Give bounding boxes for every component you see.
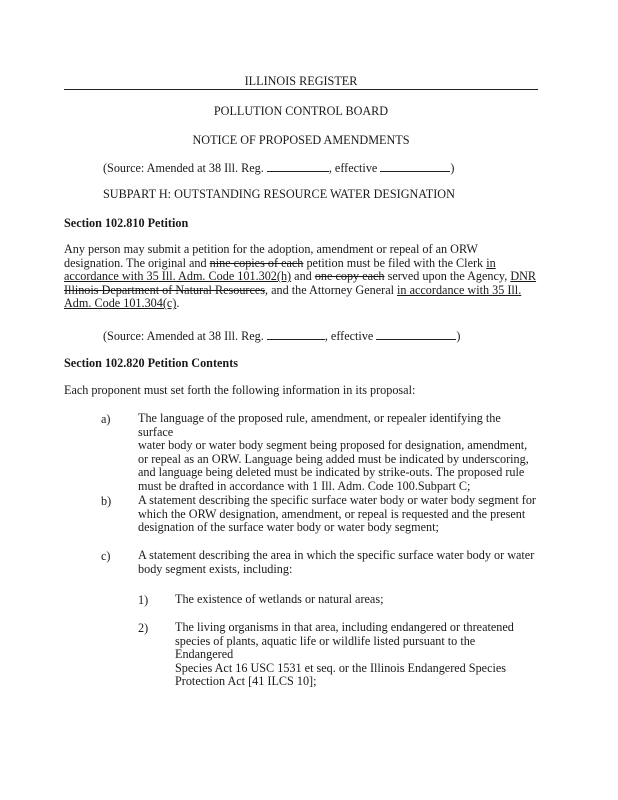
subitem-label: 2) (138, 621, 149, 635)
source-middle: , effective (328, 161, 378, 175)
notice-title: NOTICE OF PROPOSED AMENDMENTS (192, 133, 410, 147)
inserted-text: in accordance with 35 Ill. (397, 282, 522, 297)
p-line-5: Adm. Code 101.304(c). (64, 296, 180, 311)
subitem-1-text: The existence of wetlands or natural areas; (175, 592, 384, 606)
subitem-label: 1) (138, 593, 149, 607)
item-b-text: A statement describing the specific surface water body or water body segment for which the ORW designation, amendment, or repeal is requested and the present designation of the surface water body or water body segment; (138, 493, 536, 535)
p-line-3: accordance with 35 Ill. Adm. Code 101.302(h) and one copy each served upon the Agency, DNR (64, 269, 537, 284)
p-line-4: Illinois Department of Natural Resources, and the Attorney General in accordance with 35 Ill. (64, 282, 522, 297)
struck-text: nine copies of each (209, 255, 304, 270)
item-label: a) (101, 412, 111, 426)
register-title: ILLINOIS REGISTER (244, 74, 358, 88)
source-prefix: (Source: Amended at 38 Ill. Reg. (103, 161, 264, 175)
source-line-top (103, 160, 454, 176)
reg-blank (267, 328, 325, 340)
item-label: c) (101, 549, 111, 563)
section-820-heading: Section 102.820 Petition Contents (64, 356, 238, 370)
effective-blank (380, 160, 450, 172)
item-c-text: A statement describing the area in which the specific surface water body or water body segment exists, including: (138, 548, 535, 576)
subitem-2-text: The living organisms in that area, including endangered or threatened species of plants, aquatic life or wildlife listed pursuant to the Endangered Species Act 16 USC 1531 et seq. or the Illinois Endangered Species Protection Act [41 ILCS 10]; (175, 620, 514, 689)
effective-blank (376, 328, 456, 340)
board-title: POLLUTION CONTROL BOARD (213, 104, 389, 118)
struck-text: Illinois Department of Natural Resources (64, 282, 266, 297)
p-line-1: Any person may submit a petition for the adoption, amendment or repeal of an ORW (64, 242, 478, 256)
section-820-intro: Each proponent must set forth the following information in its proposal: (64, 383, 416, 397)
section-810-body (64, 243, 544, 311)
inserted-text: in (486, 255, 496, 270)
inserted-text: DNR (510, 269, 537, 284)
header-rule (64, 89, 538, 90)
section-810-heading: Section 102.810 Petition (64, 216, 189, 230)
inserted-text: accordance with 35 Ill. Adm. Code 101.302(h) (64, 269, 292, 284)
subpart-heading: SUBPART H: OUTSTANDING RESOURCE WATER DESIGNATION (103, 187, 455, 201)
p-line-2: designation. The original and nine copies of each petition must be filed with the Clerk in (64, 255, 496, 270)
item-label: b) (101, 494, 112, 508)
source-line-mid: (Source: Amended at 38 Ill. Reg. , effective ) (103, 329, 461, 343)
reg-blank (267, 160, 329, 172)
struck-text: one copy each (314, 269, 385, 284)
item-a-text: The language of the proposed rule, amendment, or repealer identifying the surface water body or water body segment being proposed for designation, amendment, or repeal as an ORW. Language being added must be indicated by underscoring, and language being deleted must be indicated by strike-outs. The proposed rule must be drafted in accordance with 1 Ill. Adm. Code 100.Subpart C; (138, 411, 529, 493)
inserted-text: Adm. Code 101.304(c) (64, 296, 177, 311)
source-suffix: ) (450, 161, 455, 175)
